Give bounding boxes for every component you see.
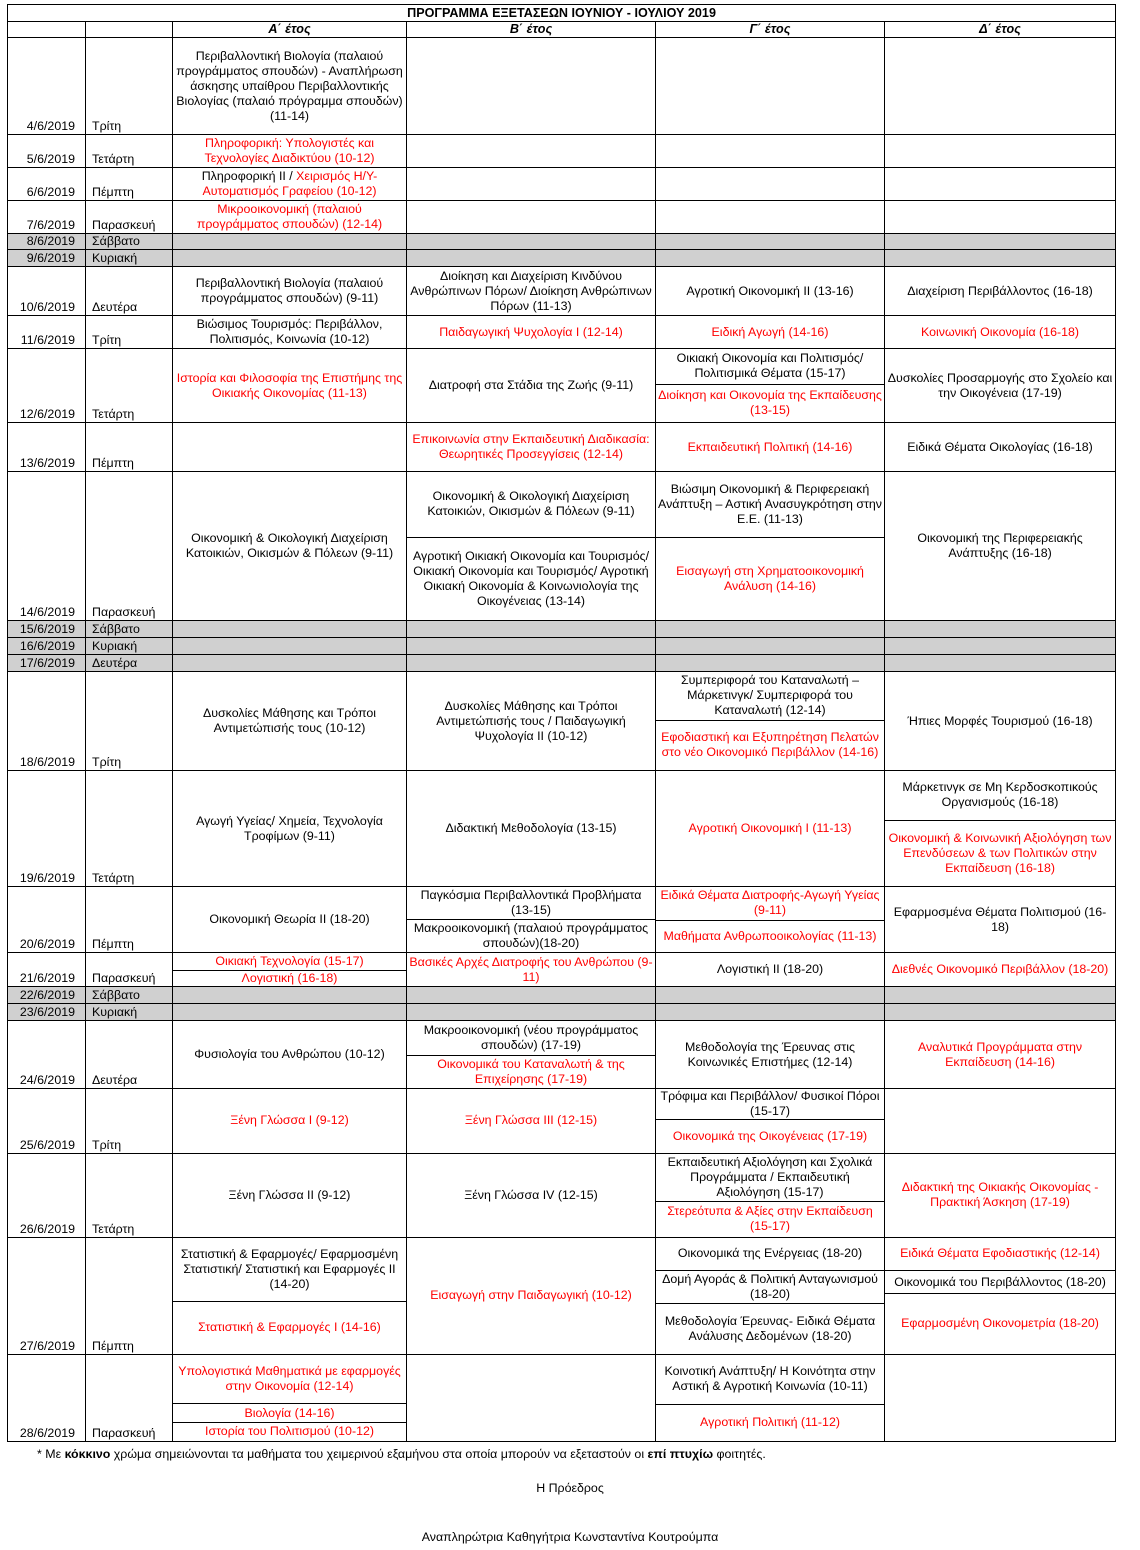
weekday: Τρίτη	[86, 672, 173, 771]
cell-year-c	[656, 472, 885, 621]
cell-year-d	[885, 1089, 1116, 1154]
header-year-c: Γ΄ έτος	[656, 22, 885, 38]
exam-date: 17/6/2019	[8, 655, 86, 672]
cell-year-c: Μεθοδολογία της Έρευνας στις Κοινωνικές Επιστήμες (12-14)	[656, 1021, 885, 1089]
weekday: Κυριακή	[86, 638, 173, 655]
sub-cells	[173, 1355, 406, 1441]
weekday: Παρασκευή	[86, 472, 173, 621]
exam-date: 18/6/2019	[8, 672, 86, 771]
cell-year-d: Δυσκολίες Προσαρμογής στο Σχολείο και την Οικογένεια (17-19)	[885, 349, 1116, 423]
weekday: Τετάρτη	[86, 349, 173, 423]
note-middle: χρώμα σημειώνονται τα μαθήματα του χειμερινού εξαμήνου στα οποία μπορούν να εξεταστούν οι	[110, 1447, 648, 1461]
exam-date: 5/6/2019	[8, 135, 86, 168]
cell-year-d: Οικονομική της Περιφερειακής Ανάπτυξης (16-18)	[885, 472, 1116, 621]
schedule-table	[7, 4, 1116, 1442]
cell-year-a	[173, 953, 407, 987]
cell-year-c	[656, 1004, 885, 1021]
exam-date: 23/6/2019	[8, 1004, 86, 1021]
course-entry: Στερεότυπα & Αξίες στην Εκπαίδευση (15-17)	[656, 1202, 884, 1237]
cell-year-b: Εισαγωγή στην Παιδαγωγική (10-12)	[407, 1237, 656, 1354]
cell-year-a: Πληροφορική: Υπολογιστές και Τεχνολογίες Διαδικτύου (10-12)	[173, 135, 407, 168]
cell-year-b	[407, 168, 656, 201]
schedule-row	[8, 168, 1116, 201]
cell-year-d	[885, 621, 1116, 638]
cell-year-c	[656, 135, 885, 168]
cell-year-b	[407, 638, 656, 655]
note-prefix: * Με	[37, 1447, 65, 1461]
cell-year-b	[407, 655, 656, 672]
cell-year-c	[656, 987, 885, 1004]
schedule-row	[8, 267, 1116, 316]
schedule-row	[8, 655, 1116, 672]
header-year-d: Δ΄ έτος	[885, 22, 1116, 38]
footnote	[37, 1447, 766, 1461]
cell-year-c	[656, 38, 885, 135]
cell-year-c	[656, 1153, 885, 1237]
exam-date: 14/6/2019	[8, 472, 86, 621]
schedule-row	[8, 771, 1116, 887]
exam-date: 20/6/2019	[8, 887, 86, 953]
course-entry: Παγκόσμια Περιβαλλοντικά Προβλήματα (13-15)	[420, 887, 642, 917]
cell-year-d	[885, 201, 1116, 234]
cell-year-a: Ιστορία και Φιλοσοφία της Επιστήμης της Οικιακής Οικονομίας (11-13)	[173, 349, 407, 423]
cell-year-b	[407, 250, 656, 267]
schedule-row	[8, 1354, 1116, 1441]
cell-year-c	[656, 250, 885, 267]
cell-year-a	[173, 655, 407, 672]
sub-cells	[885, 771, 1115, 886]
course-entry: Οικονομικά του Περιβάλλοντος (18-20)	[885, 1271, 1115, 1294]
course-entry: Ιστορία του Πολιτισμού (10-12)	[173, 1423, 406, 1441]
exam-date: 11/6/2019	[8, 316, 86, 349]
weekday: Πέμπτη	[86, 1237, 173, 1354]
schedule-row	[8, 201, 1116, 234]
schedule-row	[8, 953, 1116, 987]
course-entry: Μάρκετινγκ σε Μη Κερδοσκοπικούς Οργανισμούς (16-18)	[902, 780, 1098, 810]
exam-date: 21/6/2019	[8, 953, 86, 987]
schedule-row	[8, 621, 1116, 638]
cell-year-a: Αγωγή Υγείας/ Χημεία, Τεχνολογία Τροφίμων (9-11)	[173, 771, 407, 887]
cell-year-a: Περιβαλλοντική Βιολογία (παλαιού προγράμματος σπουδών) - Αναπλήρωση άσκησης υπαίθρου Περιβαλλοντικής Βιολογίας (παλαιό πρόγραμμα σπουδών) (11-14)	[173, 38, 407, 135]
weekday: Πέμπτη	[86, 168, 173, 201]
weekday: Παρασκευή	[86, 953, 173, 987]
cell-year-a: Μικροοικονομική (παλαιού προγράμματος σπουδών) (12-14)	[173, 201, 407, 234]
cell-year-c: Αγροτική Οικονομική ΙΙ (13-16)	[656, 267, 885, 316]
cell-year-b	[407, 38, 656, 135]
cell-year-d	[885, 638, 1116, 655]
weekday: Παρασκευή	[86, 1354, 173, 1441]
header-year-a: Α΄ έτος	[173, 22, 407, 38]
cell-year-b	[407, 1354, 656, 1441]
weekday: Πέμπτη	[86, 887, 173, 953]
cell-year-a	[173, 638, 407, 655]
sub-cells	[885, 1238, 1115, 1354]
cell-year-a: Ξένη Γλώσσα ΙΙ (9-12)	[173, 1153, 407, 1237]
note-red-word: κόκκινο	[64, 1447, 111, 1461]
exam-date: 9/6/2019	[8, 250, 86, 267]
cell-year-c	[656, 201, 885, 234]
weekday: Δευτέρα	[86, 267, 173, 316]
cell-year-a: Ξένη Γλώσσα Ι (9-12)	[173, 1089, 407, 1154]
exam-date: 27/6/2019	[8, 1237, 86, 1354]
course-entry: Αγροτική Πολιτική (11-12)	[656, 1405, 884, 1441]
schedule-row	[8, 1153, 1116, 1237]
schedule-row	[8, 638, 1116, 655]
header-date	[8, 22, 86, 38]
cell-year-b	[407, 1004, 656, 1021]
schedule-row	[8, 349, 1116, 423]
cell-year-a	[173, 423, 407, 472]
schedule-row	[8, 1021, 1116, 1089]
course-entry: Μαθήματα Ανθρωποοικολογίας (11-13)	[656, 920, 884, 952]
course-entry: Υπολογιστικά Μαθηματικά με εφαρμογές στην Οικονομία (12-14)	[178, 1363, 401, 1393]
weekday: Τρίτη	[86, 38, 173, 135]
cell-year-a: Οικονομική Θεωρία ΙΙ (18-20)	[173, 887, 407, 953]
cell-year-d: Κοινωνική Οικονομία (16-18)	[885, 316, 1116, 349]
cell-year-d: Διδακτική της Οικιακής Οικονομίας - Πρακτική Άσκηση (17-19)	[885, 1153, 1116, 1237]
cell-year-b: Παιδαγωγική Ψυχολογία Ι (12-14)	[407, 316, 656, 349]
cell-year-d	[885, 38, 1116, 135]
cell-year-c	[656, 621, 885, 638]
cell-year-a: Φυσιολογία του Ανθρώπου (10-12)	[173, 1021, 407, 1089]
weekday: Δευτέρα	[86, 655, 173, 672]
cell-year-d	[885, 655, 1116, 672]
cell-year-a	[173, 1237, 407, 1354]
schedule-row	[8, 472, 1116, 621]
cell-year-c	[656, 349, 885, 423]
sub-cells	[173, 953, 406, 986]
course-entry: Συμπεριφορά του Καταναλωτή – Μάρκετινγκ/ Συμπεριφορά του Καταναλωτή (12-14)	[681, 673, 859, 718]
course-entry: Οικονομικά του Καταναλωτή & της Επιχείρησης (17-19)	[407, 1055, 655, 1088]
cell-year-a	[173, 1004, 407, 1021]
cell-year-d: Ήπιες Μορφές Τουρισμού (16-18)	[885, 672, 1116, 771]
cell-year-b: Ξένη Γλώσσα IV (12-15)	[407, 1153, 656, 1237]
cell-year-b	[407, 987, 656, 1004]
weekday: Τρίτη	[86, 1089, 173, 1154]
exam-date: 4/6/2019	[8, 38, 86, 135]
signer-name: Αναπληρώτρια Καθηγήτρια Κωνσταντίνα Κουτρούμπα	[421, 1530, 719, 1544]
schedule-row	[8, 672, 1116, 771]
course-entry: Ειδικά Θέματα Εφοδιαστικής (12-14)	[900, 1246, 1100, 1261]
cell-year-d: Διαχείριση Περιβάλλοντος (16-18)	[885, 267, 1116, 316]
exam-date: 26/6/2019	[8, 1153, 86, 1237]
cell-year-b	[407, 201, 656, 234]
cell-year-a	[173, 987, 407, 1004]
course-entry: Μεθοδολογία Έρευνας- Ειδικά Θέματα Ανάλυσης Δεδομένων (18-20)	[656, 1304, 884, 1354]
cell-year-c: Εκπαιδευτική Πολιτική (14-16)	[656, 423, 885, 472]
schedule-row	[8, 250, 1116, 267]
cell-year-b: Διοίκηση και Διαχείριση Κινδύνου Ανθρώπινων Πόρων/ Διοίκηση Ανθρώπινων Πόρων (11-13)	[407, 267, 656, 316]
cell-year-d: Διεθνές Οικονομικό Περιβάλλον (18-20)	[885, 953, 1116, 987]
course-name-red: Χειρισμός Η/Υ- Αυτοματισμός Γραφείου (10-12)	[202, 169, 378, 198]
note-graduating: επί πτυχίω	[647, 1447, 714, 1461]
weekday: Τετάρτη	[86, 1153, 173, 1237]
cell-year-d	[885, 1004, 1116, 1021]
weekday: Τρίτη	[86, 316, 173, 349]
cell-year-b: Δυσκολίες Μάθησης και Τρόποι Αντιμετώπισής τους / Παιδαγωγική Ψυχολογία ΙΙ (10-12)	[407, 672, 656, 771]
weekday: Σάββατο	[86, 987, 173, 1004]
sub-cells	[656, 1238, 884, 1354]
schedule-row	[8, 234, 1116, 250]
exam-date: 16/6/2019	[8, 638, 86, 655]
cell-year-b: Διατροφή στα Στάδια της Ζωής (9-11)	[407, 349, 656, 423]
weekday: Πέμπτη	[86, 423, 173, 472]
course-entry: Στατιστική & Εφαρμογές/ Εφαρμοσμένη Στατιστική/ Στατιστική και Εφαρμογές ΙΙ (14-20)	[180, 1246, 399, 1291]
cell-year-c	[656, 1354, 885, 1441]
cell-year-a: Δυσκολίες Μάθησης και Τρόποι Αντιμετώπισής τους (10-12)	[173, 672, 407, 771]
schedule-row	[8, 1237, 1116, 1354]
schedule-row	[8, 135, 1116, 168]
course-entry: Αγροτική Οικιακή Οικονομία και Τουρισμός/ Οικιακή Οικονομία και Τουρισμός/ Αγροτική Οικιακή Οικονομία & Κοινωνιολογία της Οικογένειας (13-14)	[407, 537, 655, 620]
schedule-row	[8, 1004, 1116, 1021]
note-suffix: φοιτητές.	[713, 1447, 766, 1461]
cell-year-d	[885, 987, 1116, 1004]
exam-date: 15/6/2019	[8, 621, 86, 638]
cell-year-c	[656, 234, 885, 250]
sub-cells	[656, 472, 884, 620]
course-entry: Εφοδιαστική και Εξυπηρέτηση Πελατών στο νέο Οικονομικό Περιβάλλον (14-16)	[656, 720, 884, 770]
schedule-row	[8, 423, 1116, 472]
exam-date: 12/6/2019	[8, 349, 86, 423]
course-entry: Δομή Αγοράς & Πολιτική Ανταγωνισμού (18-20)	[656, 1271, 884, 1304]
schedule-title: ΠΡΟΓΡΑΜΜΑ ΕΞΕΤΑΣΕΩΝ ΙΟΥΝΙΟΥ - ΙΟΥΛΙΟΥ 2019	[8, 5, 1116, 22]
weekday: Παρασκευή	[86, 201, 173, 234]
cell-year-b: Ξένη Γλώσσα ΙΙΙ (12-15)	[407, 1089, 656, 1154]
course-entry: Εκπαιδευτική Αξιολόγηση και Σχολικά Προγράμματα / Εκπαιδευτική Αξιολόγηση (15-17)	[667, 1154, 873, 1199]
schedule-row	[8, 1089, 1116, 1154]
cell-year-b	[407, 621, 656, 638]
header-year-b: Β΄ έτος	[407, 22, 656, 38]
course-entry: Μακροοικονομική (παλαιού προγράμματος σπουδών)(18-20)	[407, 919, 655, 952]
course-entry: Μακροοικονομική (νέου προγράμματος σπουδών) (17-19)	[423, 1022, 639, 1052]
schedule-row	[8, 987, 1116, 1004]
course-entry: Οικιακή Οικονομία και Πολιτισμός/ Πολιτισμικά Θέματα (15-17)	[676, 351, 864, 381]
course-entry: Οικονομική & Κοινωνική Αξιολόγηση των Επενδύσεων & των Πολιτικών στην Εκπαίδευση (16-18)	[885, 820, 1115, 886]
exam-date: 28/6/2019	[8, 1354, 86, 1441]
weekday: Τετάρτη	[86, 135, 173, 168]
course-entry: Στατιστική & Εφαρμογές Ι (14-16)	[173, 1302, 406, 1354]
cell-year-c: Λογιστική ΙΙ (18-20)	[656, 953, 885, 987]
sub-cells	[656, 887, 884, 952]
course-entry: Βιώσιμη Οικονομική & Περιφερειακή Ανάπτυξη – Αστική Ανασυγκρότηση στην Ε.Ε. (11-13)	[658, 481, 882, 526]
weekday: Σάββατο	[86, 621, 173, 638]
sub-cells	[407, 472, 655, 620]
sub-cells	[656, 1154, 884, 1237]
header-day	[86, 22, 173, 38]
cell-year-d	[885, 135, 1116, 168]
president-label: Η Πρόεδρος	[536, 1481, 604, 1495]
cell-year-a	[173, 250, 407, 267]
cell-year-d: Αναλυτικά Προγράμματα στην Εκπαίδευση (14-16)	[885, 1021, 1116, 1089]
exam-date: 8/6/2019	[8, 234, 86, 250]
course-entry: Τρόφιμα και Περιβάλλον/ Φυσικοί Πόροι (15-17)	[660, 1089, 880, 1118]
course-entry: Λογιστική (16-18)	[173, 970, 406, 986]
course-entry: Βιολογία (14-16)	[173, 1404, 406, 1423]
schedule-row	[8, 38, 1116, 135]
sub-cells	[173, 1238, 406, 1354]
schedule-row	[8, 316, 1116, 349]
sub-cells	[656, 1089, 884, 1153]
cell-year-b	[407, 472, 656, 621]
weekday: Δευτέρα	[86, 1021, 173, 1089]
course-entry: Κοινοτική Ανάπτυξη/ Η Κοινότητα στην Αστική & Αγροτική Κοινωνία (10-11)	[664, 1364, 876, 1394]
cell-year-c	[656, 638, 885, 655]
cell-year-b: Επικοινωνία στην Εκπαιδευτική Διαδικασία: Θεωρητικές Προσεγγίσεις (12-14)	[407, 423, 656, 472]
course-entry: Οικιακή Τεχνολογία (15-17)	[215, 953, 364, 968]
cell-year-b	[407, 234, 656, 250]
course-entry: Οικονομικά της Ενέργειας (18-20)	[677, 1246, 863, 1261]
cell-year-d	[885, 250, 1116, 267]
cell-year-d	[885, 1237, 1116, 1354]
exam-date: 25/6/2019	[8, 1089, 86, 1154]
sub-cells	[656, 1355, 884, 1441]
exam-date: 19/6/2019	[8, 771, 86, 887]
weekday: Τετάρτη	[86, 771, 173, 887]
cell-year-d	[885, 771, 1116, 887]
cell-year-a: Οικονομική & Οικολογική Διαχείριση Κατοικιών, Οικισμών & Πόλεων (9-11)	[173, 472, 407, 621]
exam-date: 22/6/2019	[8, 987, 86, 1004]
cell-year-b	[407, 887, 656, 953]
exam-date: 7/6/2019	[8, 201, 86, 234]
cell-year-d: Εφαρμοσμένα Θέματα Πολιτισμού (16-18)	[885, 887, 1116, 953]
course-entry: Οικονομικά της Οικογένειας (17-19)	[656, 1120, 884, 1153]
cell-year-b	[407, 135, 656, 168]
cell-year-c: Ειδική Αγωγή (14-16)	[656, 316, 885, 349]
course-name: Πληροφορική ΙΙ /	[201, 169, 297, 183]
cell-year-a	[173, 234, 407, 250]
schedule-row	[8, 887, 1116, 953]
weekday: Κυριακή	[86, 1004, 173, 1021]
cell-year-c	[656, 1089, 885, 1154]
weekday: Σάββατο	[86, 234, 173, 250]
cell-year-d	[885, 234, 1116, 250]
cell-year-c: Αγροτική Οικονομική Ι (11-13)	[656, 771, 885, 887]
exam-date: 10/6/2019	[8, 267, 86, 316]
course-entry: Οικονομική & Οικολογική Διαχείριση Κατοικιών, Οικισμών & Πόλεων (9-11)	[427, 489, 635, 519]
cell-year-a: Βιώσιμος Τουρισμός: Περιβάλλον, Πολιτισμός, Κοινωνία (10-12)	[173, 316, 407, 349]
exam-date: 6/6/2019	[8, 168, 86, 201]
course-entry: Εφαρμοσμένη Οικονομετρία (18-20)	[885, 1294, 1115, 1354]
cell-year-b	[407, 1021, 656, 1089]
cell-year-a	[173, 1354, 407, 1441]
cell-year-c	[656, 1237, 885, 1354]
cell-year-a	[173, 168, 407, 201]
cell-year-c	[656, 168, 885, 201]
cell-year-c	[656, 655, 885, 672]
exam-date: 13/6/2019	[8, 423, 86, 472]
course-entry: Διοίκηση και Οικονομία της Εκπαίδευσης (13-15)	[656, 384, 884, 422]
course-entry: Ειδικά Θέματα Διατροφής-Αγωγή Υγείας (9-11)	[660, 888, 880, 918]
cell-year-d: Ειδικά Θέματα Οικολογίας (16-18)	[885, 423, 1116, 472]
cell-year-c	[656, 887, 885, 953]
cell-year-a	[173, 621, 407, 638]
exam-schedule	[7, 4, 1115, 1442]
sub-cells	[656, 672, 884, 770]
weekday: Κυριακή	[86, 250, 173, 267]
cell-year-b: Βασικές Αρχές Διατροφής του Ανθρώπου (9-11)	[407, 953, 656, 987]
sub-cells	[407, 1021, 655, 1088]
cell-year-a: Περιβαλλοντική Βιολογία (παλαιού προγράμματος σπουδών) (9-11)	[173, 267, 407, 316]
sub-cells	[407, 887, 655, 952]
cell-year-d	[885, 1354, 1116, 1441]
cell-year-b: Διδακτική Μεθοδολογία (13-15)	[407, 771, 656, 887]
exam-date: 24/6/2019	[8, 1021, 86, 1089]
cell-year-c	[656, 672, 885, 771]
course-entry: Εισαγωγή στη Χρηματοοικονομική Ανάλυση (14-16)	[656, 537, 884, 620]
cell-year-d	[885, 168, 1116, 201]
sub-cells	[656, 349, 884, 422]
